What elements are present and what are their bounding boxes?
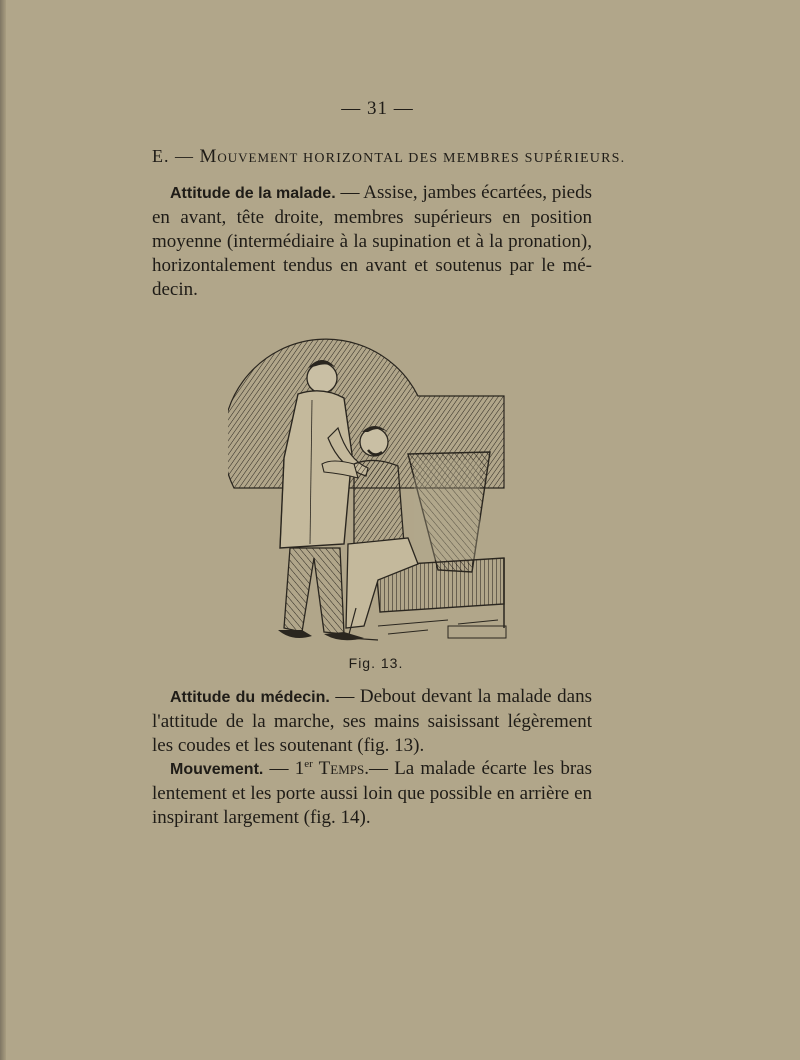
patient-head <box>360 428 388 456</box>
paragraph-text: — La malade écarte les bras lentement et les porte aussi loin que possible en arrière en inspirant largement (fig. 14). <box>152 758 592 828</box>
section-prefix: E. — <box>152 146 200 166</box>
doctor-legs <box>284 548 344 634</box>
paragraph-lead: Attitude du médecin. <box>170 689 330 706</box>
page-edge <box>0 0 6 1060</box>
paragraph-text: — Assise, jambes écartées, pieds en avant, tête droite, membres supérieurs en position moyenne (intermédiaire à la supination et à la pronation), horizontalement tendus en avant et soutenus par le mé-decin. <box>152 182 592 300</box>
patient-torso <box>354 460 404 548</box>
section-heading <box>152 146 626 168</box>
page-number: — 31 — <box>341 98 414 119</box>
figure-caption: Fig. 13. <box>348 655 404 671</box>
doctor-head <box>307 363 337 393</box>
section-title-caps: HORIZONTAL DES MEMBRES SUPÉRIEURS. <box>298 151 626 166</box>
paragraph-movement <box>152 757 592 830</box>
ordinal-superscript: er <box>304 758 313 770</box>
temps-label: Temps. <box>312 758 369 779</box>
paragraph-doctor-attitude <box>152 685 592 758</box>
paragraph-text: — Debout devant la malade dans l'attitude de la marche, ses mains saisissant légèrement les coudes et les soutenant (fig. 13). <box>152 686 592 756</box>
movement-dash: — 1 <box>263 758 305 779</box>
paragraph-patient-attitude <box>152 181 592 302</box>
section-title-smallcaps: Mouvement <box>199 146 299 167</box>
paragraph-lead: Mouvement. <box>170 761 264 778</box>
figure-illustration <box>228 308 518 654</box>
paragraph-lead: Attitude de la malade. <box>170 185 336 202</box>
